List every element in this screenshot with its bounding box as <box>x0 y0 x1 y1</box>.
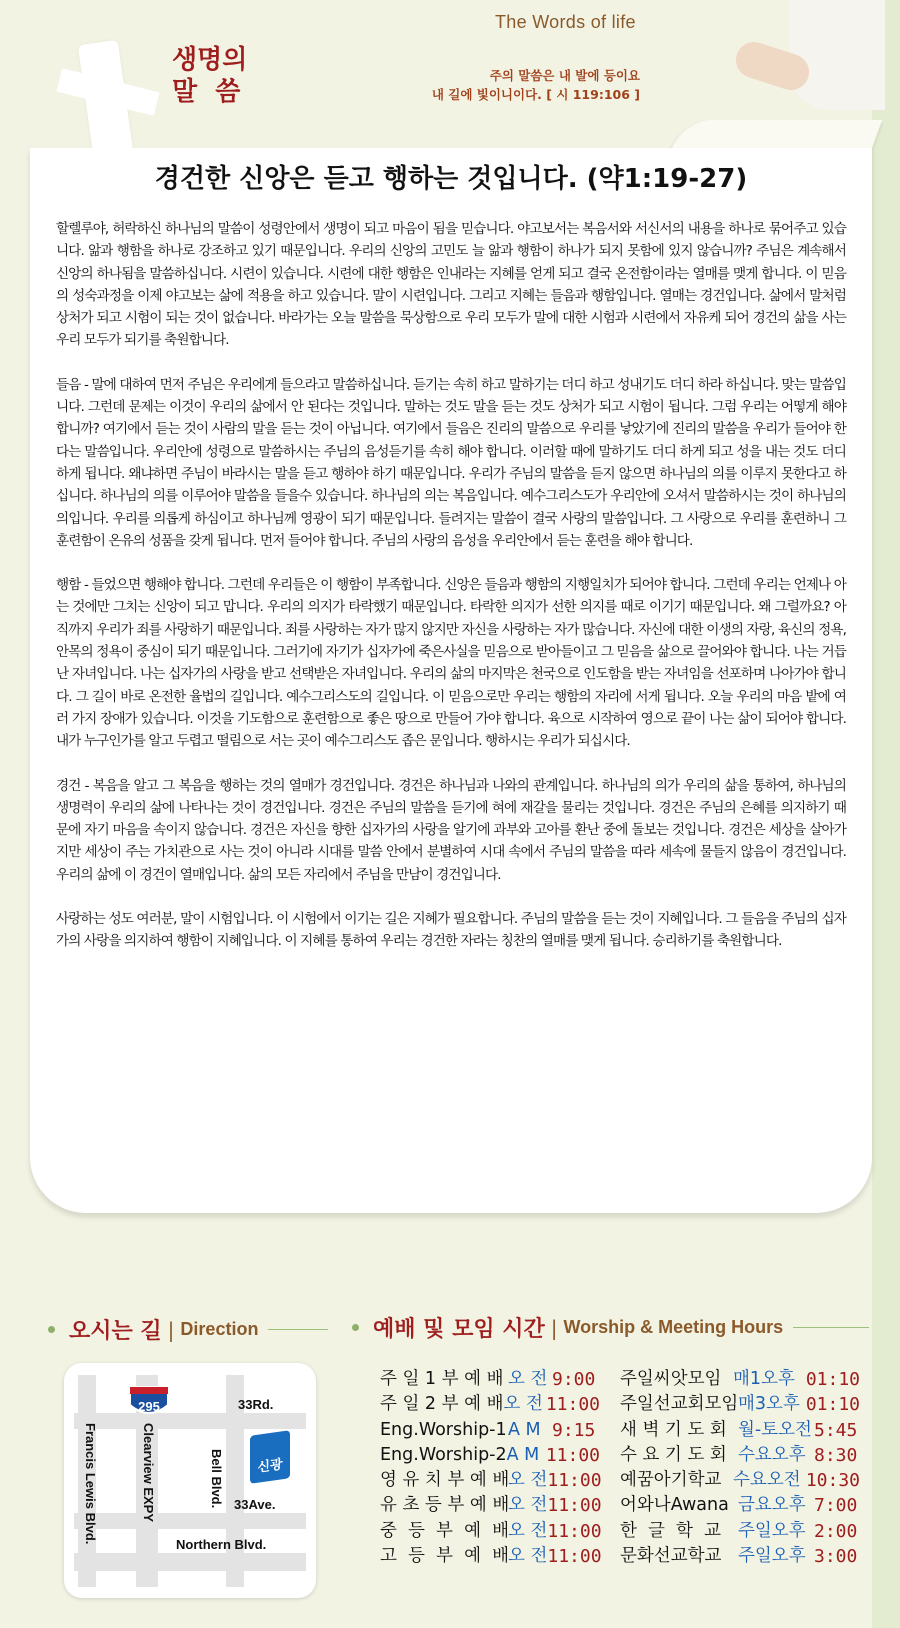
schedule-right <box>620 1367 860 1569</box>
schedule-time-label: 주일오후 <box>738 1520 806 1541</box>
worship-heading: 예배 및 모임 시간 | Worship & Meeting Hours <box>352 1312 869 1343</box>
schedule-time-label: 오 전 <box>503 1394 543 1415</box>
schedule-row <box>620 1493 860 1518</box>
schedule-row <box>380 1519 600 1544</box>
sermon-paragraph: 경건 - 복음을 알고 그 복음을 행하는 것의 열매가 경건입니다. 경건은 하나님과 나와의 관계입니다. 하나님의 의가 우리의 삶을 통하여, 하나님의 생명력이 우리의 삶에 나타나는 것이 경건입니다. 경건은 주님의 말씀을 듣기에 혀에 재갈을 물리는 것입니다. 경건은 주님의 은혜를 의지하기 때문에 자기 마음을 속이지 않습니다. 경건은 자신을 향한 십자가의 사랑을 알기에 과부와 고아를 환난 중에 돌보는 것입니다. 경건은 세상을 살아가지만 세상이 주는 가치관으로 사는 것이 아니라 시대를 말씀 안에서 분별하여 시대 속에서 주님의 말씀을 따라 세속에 물들지 않음이 경건입니다. 우리의 삶에 이 경건이 열매입니다. 삶의 모든 자리에서 주님을 만남이 경건입니다. <box>56 777 846 883</box>
schedule-row <box>620 1367 860 1392</box>
schedule-time-label: 수요오전 <box>733 1470 801 1491</box>
road-33rd <box>74 1413 306 1429</box>
schedule-row <box>380 1468 600 1493</box>
header-verse: 주의 말씀은 내 발에 등이요 내 길에 빛이니이다. [ 시 119:106 ] <box>431 68 640 102</box>
schedule-name: Eng.Worship-1 <box>380 1419 507 1440</box>
schedule-time: 2:00 <box>814 1520 858 1542</box>
schedule-row <box>380 1367 600 1392</box>
sermon-paragraph: 할렐루야, 허락하신 하나님의 말씀이 성령안에서 생명이 되고 마음이 됨을 믿습니다. 야고보서는 복음서와 서신서의 내용을 하나로 묶어주고 있습니다. 앎과 행함을 하나로 강조하고 있기 때문입니다. 우리의 신앙의 고민도 늘 앎과 행함이 하나가 되지 못함에 있지 않습니까? 주님은 계속해서 신앙의 하나됨을 말씀하십니다. 시련이 있습니다. 시련에 대한 행함은 인내라는 지혜를 얻게 되고 결국 온전함이라는 열매를 맺게 합니다. 이 믿음의 성숙과정을 이제 야고보는 삶에 적용을 하고 있습니다. 말이 시련입니다. 그리고 지혜는 들음과 행함입니다. 열매는 경건입니다. 삶에서 말처럼 상처가 되고 시험이 되는 것이 없습니다. 바라가는 오늘 말씀을 묵상함으로 우리 모두가 말에 대한 시험과 시련에서 자유케 되어 경건의 삶을 사는 우리 모두가 되기를 축원합니다. <box>56 221 846 349</box>
schedule-time-label: A M <box>506 1444 540 1465</box>
sermon-paragraph: 사랑하는 성도 여러분, 말이 시험입니다. 이 시험에서 이기는 길은 지혜가 필요합니다. 주님의 말씀을 듣는 것이 지혜입니다. 그 들음을 주님의 십자가의 사랑을 의지하여 행함이 지혜입니다. 이 지혜를 통하여 우리는 경건한 자라는 칭찬의 열매를 맺게 됩니다. 승리하기를 축원합니다. <box>56 911 846 950</box>
bullet-icon <box>48 1326 55 1333</box>
schedule-row <box>620 1468 860 1493</box>
sermon-paragraph: 들음 - 말에 대하여 먼저 주님은 우리에게 들으라고 말씀하십니다. 듣기는 속히 하고 말하기는 더디 하고 성내기도 더디 하라 하십니다. 맞는 말씀입니다. 그런데 문제는 이것이 우리의 삶에서 안 된다는 것입니다. 말하는 것도 말을 듣는 것도 상처가 되고 시험이 됩니다. 그럼 우리는 어떻게 해야 합니까? 여기에서 듣는 것이 사람의 말을 듣는 것이 아닙니다. 여기에서 들음은 진리의 말씀으로 우리를 낳았기에 진리의 말씀을 우리가 들어야 한다는 말씀입니다. 우리안에 성령으로 말씀하시는 주님의 음성듣기를 속히 해야 합니다. 이러할 때에 말하기도 더디 하게 되고 성을 내는 것도 더디 하게 됩니다. 왜냐하면 주님이 바라시는 말을 듣고 행하야 하기 때문입니다. 우리가 주님의 말씀을 듣지 않으면 하나님의 의를 이루지 못한다고 하십니다. 하나님의 의를 이루어야 말씀을 들을수 있습니다. 하나님의 의는 복음입니다. 예수그리스도가 우리안에 오셔서 말씀하시는 것이 하나님의 의입니다. 우리를 의롭게 하심이고 하나님께 영광이 되기 때문입니다. 들려지는 말씀이 결국 사랑의 말씀입니다. 그 사랑으로 우리를 훈련하니 그 훈련함이 온유의 성품을 갖게 됩니다. 먼저 들어야 합니다. 주님의 사랑의 음성을 우리안에서 듣는 훈련을 해야 합니다. <box>56 376 846 549</box>
schedule-time: 5:45 <box>814 1419 858 1441</box>
schedule-name: 새 벽 기 도 회 <box>620 1419 727 1440</box>
schedule-time: 3:00 <box>814 1546 858 1568</box>
schedule-left <box>380 1367 600 1569</box>
schedule-row <box>380 1418 600 1443</box>
schedule-time-label: 오 전 <box>508 1495 548 1516</box>
schedule-row <box>620 1519 860 1544</box>
schedule-time-label: 오 전 <box>508 1470 548 1491</box>
schedule-time: 11:00 <box>545 1394 600 1416</box>
schedule-time-label: 수요오후 <box>738 1444 806 1465</box>
schedule-time-label: 오 전 <box>508 1369 548 1389</box>
schedule-time: 7:00 <box>814 1495 858 1517</box>
schedule-time-label: 월-토오전 <box>738 1419 812 1440</box>
side-strip <box>872 0 900 1628</box>
schedule-row <box>620 1544 860 1569</box>
schedule-name: 주 일 1 부 예 배 <box>380 1369 504 1389</box>
sermon-body <box>56 218 846 975</box>
schedule-time: 9:15 <box>552 1419 596 1441</box>
schedule-name: 고 등 부 예 배 <box>380 1546 510 1567</box>
schedule-name: 주일선교회모임 <box>620 1394 739 1415</box>
schedule-time-label: 주일오후 <box>738 1546 806 1567</box>
schedule-time-label: 매3오후 <box>738 1394 800 1415</box>
schedule-name: 주일씨앗모임 <box>620 1369 722 1389</box>
direction-heading: 오시는 길 | Direction <box>48 1314 328 1345</box>
schedule-row <box>380 1443 600 1468</box>
schedule-time: 11:00 <box>547 1520 602 1542</box>
schedule-row <box>380 1392 600 1417</box>
schedule-row <box>620 1418 860 1443</box>
sermon-paragraph: 행함 - 들었으면 행해야 합니다. 그런데 우리들은 이 행함이 부족합니다. 신앙은 들음과 행함의 지행일치가 되어야 합니다. 그런데 우리는 언제나 아는 것에만 그치는 신앙이 되고 맙니다. 우리의 의지가 타락했기 때문입니다. 타락한 의지가 선한 의지를 때로 이기기 때문입니다. 왜 그럴까요? 아직까지 우리가 죄를 사랑하기 때문입니다. 죄를 사랑하는 자가 많지 않지만 자신을 사랑하는 자가 많습니다. 자신에 대한 이생의 자랑, 육신의 정욕, 안목의 정욕이 중심이 되기 때문입니다. 그러기에 자기가 십자가에 죽은사실을 믿음으로 받아들이고 그 믿음을 삶으로 끌어와야 합니다. 나는 거듭난 자녀입니다. 나는 십자가의 사랑을 받고 선택받은 자녀입니다. 우리의 삶의 마지막은 천국으로 인도함을 받는 자녀임을 선포하며 나아가야 합니다. 그 길이 바로 온전한 율법의 길입니다. 예수그리스도의 길입니다. 이 믿음으로만 우리는 행함의 자리에 서게 됩니다. 오늘 우리의 마음 밭에 여러 가지 장애가 있습니다. 이것을 기도함으로 훈련함으로 좋은 땅으로 만들어 가야 합니다. 육으로 시작하여 영으로 끝이 나는 삶이 되어야 합니다. 내가 누구인가를 알고 두렵고 떨림으로 서는 곳이 예수그리스도 좁은 문입니다. 행하시는 우리가 되십시다. <box>56 577 846 750</box>
schedule-row <box>620 1392 860 1417</box>
schedule-time-label: 오 전 <box>508 1546 548 1567</box>
schedule-time: 11:00 <box>545 1444 600 1466</box>
schedule-row <box>380 1544 600 1569</box>
schedule-time-label: A M <box>508 1419 541 1440</box>
schedule-time-label: 오 전 <box>508 1520 548 1541</box>
schedule-time: 11:00 <box>547 1470 602 1492</box>
logo-title: 생명의 말 씀 <box>172 45 248 107</box>
schedule-name: 중 등 부 예 배 <box>380 1520 510 1541</box>
schedule-name: 주 일 2 부 예 배 <box>380 1394 504 1415</box>
schedule-time: 9:00 <box>552 1369 596 1390</box>
words-of-life-title: The Words of life <box>495 12 636 32</box>
schedule-row <box>380 1493 600 1518</box>
schedule-row <box>620 1443 860 1468</box>
schedule-name: 한 글 학 교 <box>620 1520 721 1541</box>
road-northern <box>74 1553 306 1571</box>
schedule-name: 예꿈아기학교 <box>620 1470 722 1491</box>
schedule-time: 01:10 <box>805 1394 860 1416</box>
header <box>0 0 900 160</box>
road-33ave <box>74 1513 306 1529</box>
schedule-time-label: 매1오후 <box>733 1369 795 1389</box>
sermon-title: 경건한 신앙은 듣고 행하는 것입니다. (약1:19-27) <box>154 164 748 194</box>
schedule-name: Eng.Worship-2 <box>380 1444 507 1465</box>
schedule-name: 어와나Awana <box>620 1495 729 1516</box>
schedule-time: 8:30 <box>814 1444 858 1466</box>
schedule-time: 01:10 <box>805 1369 860 1390</box>
bullet-icon <box>352 1324 359 1331</box>
church-logo-icon: 신광 <box>250 1430 290 1484</box>
schedule-name: 영 유 치 부 예 배 <box>380 1470 510 1491</box>
schedule-name: 문화선교학교 <box>620 1546 722 1567</box>
schedule-name: 수 요 기 도 회 <box>620 1444 727 1465</box>
schedule-time: 10:30 <box>805 1470 860 1492</box>
schedule-time-label: 금요오후 <box>738 1495 806 1516</box>
direction-map: 295 33Rd. Bell Blvd. 33Ave. Northern Blvd. Francis Lewis Blvd. Clearview EXPY 신광 <box>64 1363 316 1598</box>
schedule-name: 유 초 등 부 예 배 <box>380 1495 510 1516</box>
schedule-time: 11:00 <box>547 1546 602 1568</box>
schedule-time: 11:00 <box>547 1495 602 1517</box>
